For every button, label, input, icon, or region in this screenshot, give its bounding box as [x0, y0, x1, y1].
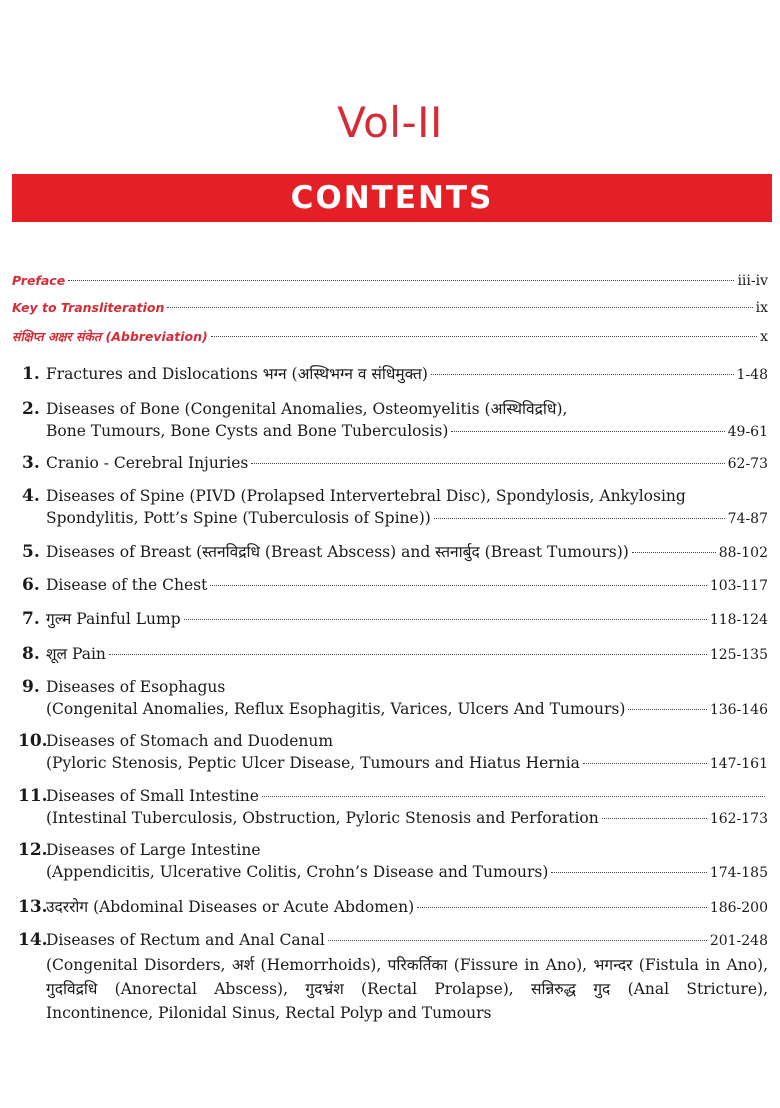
chapter-number: 8. [22, 644, 40, 664]
chapter-pages: 186-200 [709, 900, 768, 916]
chapter-subtitle: Spondylitis, Pott’s Spine (Tuberculosis of Spine)) [46, 509, 431, 527]
chapter-pages: 49-61 [727, 424, 768, 440]
chapter-subtitle: (Appendicitis, Ulcerative Colitis, Crohn’s Disease and Tumours) [46, 863, 549, 881]
dot-leader [68, 280, 734, 281]
chapter-pages: 201-248 [709, 933, 768, 949]
chapter-entry-7 [22, 608, 768, 630]
chapter-pages: 147-161 [709, 756, 768, 772]
chapter-number: 10. [18, 731, 48, 751]
dot-leader [167, 307, 752, 308]
dot-leader [184, 619, 707, 620]
chapter-pages: 118-124 [709, 612, 768, 628]
chapter-number: 13. [18, 897, 48, 917]
dot-leader [602, 818, 707, 819]
dot-leader [431, 374, 734, 375]
front-matter-pages: ix [755, 300, 768, 316]
front-matter-label: संक्षिप्त अक्षर संकेत (Abbreviation) [12, 329, 208, 344]
chapter-title: Disease of the Chest [46, 576, 208, 594]
chapter-number: 4. [22, 486, 40, 506]
contents-banner [12, 174, 772, 222]
chapter-title: Diseases of Stomach and Duodenum [46, 732, 334, 750]
chapter-pages: 74-87 [727, 511, 768, 527]
chapter-number: 5. [22, 542, 40, 562]
dot-leader [632, 552, 716, 553]
dot-leader [211, 336, 757, 337]
chapter-description: (Congenital Disorders, अर्श (Hemorrhoids), परिकर्तिका (Fissure in Ano), भगन्दर (Fistula in Ano), गुदविद्रधि (Anorectal Abscess), गुदभ्रंश (Rectal Prolapse), सन्निरुद्ध गुद (Anal Stricture), Incontinence, Pilonidal Sinus, Rectal Polyp and Tumours [46, 956, 768, 1022]
dot-leader [210, 585, 707, 586]
chapter-subtitle: (Intestinal Tuberculosis, Obstruction, Pyloric Stenosis and Perforation [46, 809, 599, 827]
dot-leader [434, 518, 725, 519]
front-matter-pages: iii-iv [737, 273, 768, 289]
chapter-title: गुल्म Painful Lump [46, 610, 181, 628]
chapter-number: 1. [22, 364, 40, 384]
chapter-entry-11 [18, 785, 768, 829]
chapter-entry-5 [22, 541, 768, 563]
chapter-pages: 88-102 [718, 545, 768, 561]
chapter-title: Diseases of Spine (PIVD (Prolapsed Intervertebral Disc), Spondylosis, Ankylosing [46, 487, 686, 505]
chapter-pages: 1-48 [736, 367, 768, 383]
chapter-title: उदररोग (Abdominal Diseases or Acute Abdomen) [46, 898, 415, 916]
chapter-entry-6 [22, 574, 768, 596]
front-matter-abbreviation [12, 328, 768, 348]
chapter-entry-4 [22, 485, 768, 529]
chapter-entry-2 [22, 398, 768, 442]
chapter-title: Diseases of Bone (Congenital Anomalies, Osteomyelitis (अस्थिविद्रधि), [46, 400, 568, 418]
chapter-number: 11. [18, 786, 48, 806]
dot-leader [451, 431, 724, 432]
dot-leader [251, 463, 724, 464]
chapter-entry-13 [18, 896, 768, 918]
chapter-title: Diseases of Large Intestine [46, 841, 261, 859]
chapter-number: 6. [22, 575, 40, 595]
volume-title: Vol-II [337, 98, 443, 147]
dot-leader [417, 907, 707, 908]
chapter-number: 3. [22, 453, 40, 473]
chapter-pages: 62-73 [727, 456, 768, 472]
dot-leader [551, 872, 706, 873]
dot-leader [583, 763, 707, 764]
chapter-number: 9. [22, 677, 40, 697]
front-matter-pages: x [760, 329, 768, 345]
dot-leader [628, 709, 706, 710]
chapter-number: 2. [22, 399, 40, 419]
chapter-title: Diseases of Rectum and Anal Canal [46, 931, 325, 949]
chapter-title: Diseases of Small Intestine [46, 787, 259, 805]
chapter-title: Diseases of Breast (स्तनविद्रधि (Breast Abscess) and स्तनार्बुद (Breast Tumours)) [46, 543, 629, 561]
chapter-entry-9 [22, 676, 768, 720]
dot-leader [109, 654, 707, 655]
chapter-pages: 125-135 [709, 647, 768, 663]
chapter-entry-10 [18, 730, 768, 774]
dot-leader [262, 796, 765, 797]
chapter-pages: 174-185 [709, 865, 768, 881]
chapter-pages: 136-146 [709, 702, 768, 718]
chapter-entry-3 [22, 452, 768, 474]
chapter-subtitle: Bone Tumours, Bone Cysts and Bone Tuberculosis) [46, 422, 449, 440]
chapter-title: Cranio - Cerebral Injuries [46, 454, 249, 472]
chapter-entry-12 [18, 839, 768, 883]
front-matter-label: Key to Transliteration [12, 300, 165, 315]
front-matter-transliteration [12, 300, 768, 320]
chapter-subtitle: (Pyloric Stenosis, Peptic Ulcer Disease, Tumours and Hiatus Hernia [46, 754, 580, 772]
front-matter-label: Preface [12, 273, 66, 288]
chapter-number: 12. [18, 840, 48, 860]
chapter-title: शूल Pain [46, 645, 106, 663]
chapter-title: Diseases of Esophagus [46, 678, 226, 696]
chapter-number: 7. [22, 609, 40, 629]
chapter-entry-1 [22, 363, 768, 385]
chapter-pages: 162-173 [709, 811, 768, 827]
chapter-subtitle: (Congenital Anomalies, Reflux Esophagitis, Varices, Ulcers And Tumours) [46, 700, 626, 718]
chapter-entry-8 [22, 643, 768, 665]
chapter-pages: 103-117 [709, 578, 768, 594]
front-matter-preface [12, 273, 768, 293]
dot-leader [328, 940, 707, 941]
chapter-number: 14. [18, 930, 48, 950]
contents-heading: CONTENTS [290, 180, 494, 216]
chapter-entry-14 [18, 929, 768, 1025]
chapter-title: Fractures and Dislocations भग्न (अस्थिभग्न व संधिमुक्त) [46, 365, 428, 383]
